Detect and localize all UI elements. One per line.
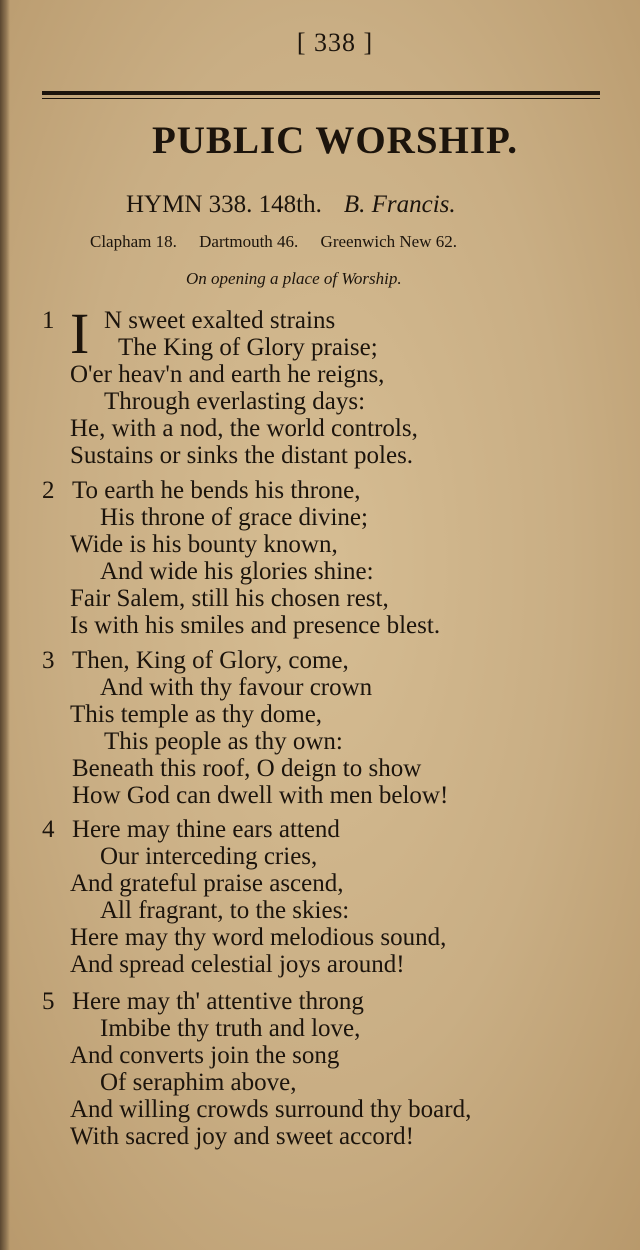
header-rule-thick (42, 91, 600, 95)
section-title: PUBLIC WORSHIP. (151, 119, 519, 162)
verse-line: His throne of grace divine; (100, 504, 368, 531)
verse-line: Fair Salem, still his chosen rest, (70, 585, 389, 612)
verse-line: And converts join the song (70, 1042, 340, 1069)
stanza-number: 4 (42, 816, 55, 843)
verse-line: Here may th' attentive throng (72, 988, 364, 1015)
verse-line: Is with his smiles and presence blest. (70, 612, 441, 639)
verse-line: Here may thy word melodious sound, (70, 924, 447, 951)
verse-line: Then, King of Glory, come, (72, 647, 349, 674)
verse-line: With sacred joy and sweet accord! (70, 1123, 414, 1150)
tune-name: Clapham 18. (90, 232, 177, 251)
verse-line: How God can dwell with men below! (72, 782, 449, 809)
hymn-label: HYMN 338. 148th. (126, 191, 322, 218)
tune-list (90, 232, 475, 252)
verse-line: Wide is his bounty known, (70, 531, 338, 558)
stanza-number: 2 (42, 477, 55, 504)
stanza-number: 3 (42, 647, 55, 674)
verse-line: Imbibe thy truth and love, (100, 1015, 361, 1042)
verse-line: To earth he bends his throne, (72, 477, 361, 504)
verse-line: And with thy favour crown (100, 674, 373, 701)
hymn-occasion: On opening a place of Worship. (186, 269, 402, 288)
drop-cap: I (70, 301, 90, 366)
verse-line: All fragrant, to the skies: (100, 897, 350, 924)
verse-line: Our interceding cries, (100, 843, 318, 870)
verse-line: And grateful praise ascend, (70, 870, 344, 897)
verse-line: Sustains or sinks the distant poles. (70, 442, 414, 469)
verse-line: He, with a nod, the world controls, (70, 415, 418, 442)
stanza-number: 5 (42, 988, 55, 1015)
verse-line: O'er heav'n and earth he reigns, (70, 361, 385, 388)
verse-line: Here may thine ears attend (72, 816, 340, 843)
tune-name: Dartmouth 46. (199, 232, 299, 251)
verse-line: N sweet exalted strains (104, 307, 336, 334)
verse-line: Of seraphim above, (100, 1069, 297, 1096)
verse-line: Through everlasting days: (104, 388, 366, 415)
header-rule-thin (42, 98, 600, 99)
verse-line: And willing crowds surround thy board, (70, 1096, 472, 1123)
stanza-number: 1 (42, 307, 55, 334)
verse-line: This people as thy own: (104, 728, 343, 755)
verse-line: Beneath this roof, O deign to show (72, 755, 422, 782)
verse-line: And wide his glories shine: (100, 558, 374, 585)
tune-name: Greenwich New 62. (320, 232, 457, 251)
verse-line: This temple as thy dome, (70, 701, 323, 728)
page-number: [ 338 ] (296, 28, 374, 57)
verse-line: And spread celestial joys around! (70, 951, 405, 978)
hymn-heading (126, 191, 456, 219)
verse-line: The King of Glory praise; (118, 334, 378, 361)
hymn-author: B. Francis. (343, 191, 456, 218)
page-binding-edge (0, 0, 10, 1250)
